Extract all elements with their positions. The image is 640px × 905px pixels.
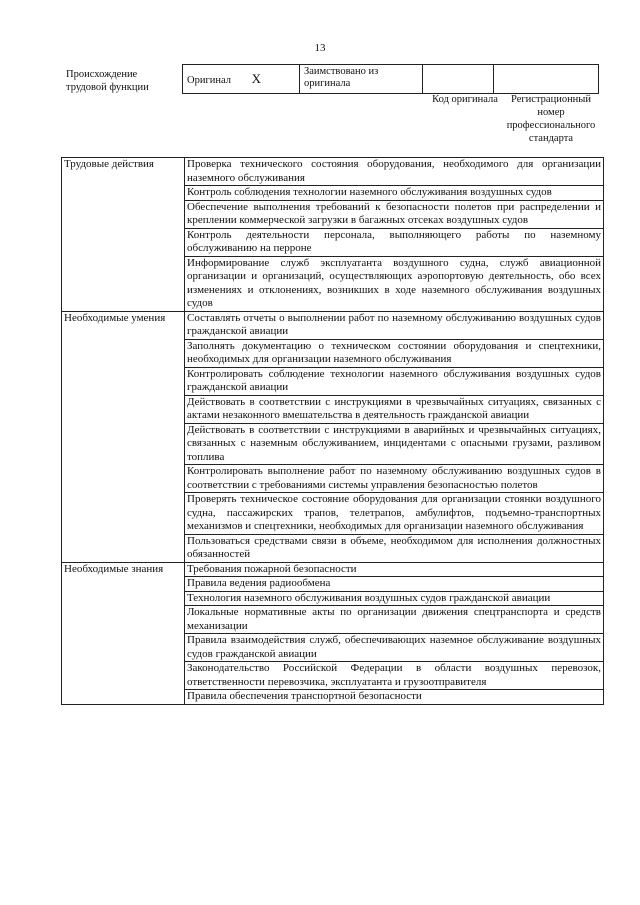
table-row [62,562,604,577]
section-item: Законодательство Российской Федерации в области воздушных перевозок, ответственности перевозчика, эксплуатанта и грузоотправителя [185,662,604,690]
section-item: Контролировать соблюдение технологии наземного обслуживания воздушных судов гражданской авиации [185,367,604,395]
section-heading: Необходимые умения [62,311,185,562]
original-cell [183,65,300,94]
section-item: Правила обеспечения транспортной безопасности [185,690,604,705]
section-item: Действовать в соответствии с инструкциями в чрезвычайных ситуациях, связанных с актами незаконного вмешательства в деятельность гражданской авиации [185,395,604,423]
section-heading: Трудовые действия [62,158,185,312]
reg-number-cell [494,65,599,94]
section-item: Пользоваться средствами связи в объеме, необходимом для исполнения должностных обязанностей [185,534,604,562]
code-caption: Код оригинала [432,94,498,105]
table-row [62,158,604,186]
function-table [61,157,604,705]
section-item: Контроль соблюдения технологии наземного обслуживания воздушных судов [185,186,604,201]
section-item: Контроль деятельности персонала, выполняющего работы по наземному обслуживанию на перроне [185,228,604,256]
origin-table [182,64,599,94]
section-item: Проверять техническое состояние оборудования для организации стоянки воздушного судна, пассажирских трапов, телетрапов, амбулифтов, подъемно-транспортных механизмов и спецтехники, необходимых для организации наземного обслуживания [185,493,604,535]
section-item: Заполнять документацию о техническом состоянии оборудования и спецтехники, необходимых для организации наземного обслуживания [185,339,604,367]
section-item: Информирование служб эксплуатанта воздушного судна, служб авиационной организации и организаций, осуществляющих аэропортовую деятельность, обо всех изменениях и отклонениях, возникших в ходе наземного обслуживания воздушных судов [185,256,604,311]
section-item: Технология наземного обслуживания воздушных судов гражданской авиации [185,591,604,606]
section-item: Контролировать выполнение работ по наземному обслуживанию воздушных судов в соответствии с требованиями системы управления безопасностью полетов [185,465,604,493]
code-cell [423,65,494,94]
section-item: Локальные нормативные акты по организации движения спецтранспорта и средств механизации [185,606,604,634]
original-label: Оригинал [187,75,231,86]
page-number: 13 [314,42,326,54]
section-item: Проверка технического состояния оборудования, необходимого для организации наземного обслуживания [185,158,604,186]
section-item: Действовать в соответствии с инструкциями в аварийных и чрезвычайных ситуациях, связанных с наземным обслуживанием, инцидентами с опасными грузами, разливом топлива [185,423,604,465]
section-item: Требования пожарной безопасности [185,562,604,577]
section-item: Обеспечение выполнения требований к безопасности полетов при распределении и креплении коммерческой загрузки в багажных отсеках воздушных судов [185,200,604,228]
section-item: Правила взаимодействия служб, обеспечивающих наземное обслуживание воздушных судов гражданской авиации [185,634,604,662]
section-heading: Необходимые знания [62,562,185,704]
section-item: Составлять отчеты о выполнении работ по наземному обслуживанию воздушных судов гражданской авиации [185,311,604,339]
origin-label: Происхождение трудовой функции [66,69,149,93]
reg-number-caption: Регистрационный номер профессионального стандарта [506,94,596,144]
section-item: Правила ведения радиообмена [185,577,604,592]
table-row [62,311,604,339]
borrowed-cell: Заимствовано из оригинала [300,65,423,94]
original-mark: X [251,71,262,86]
